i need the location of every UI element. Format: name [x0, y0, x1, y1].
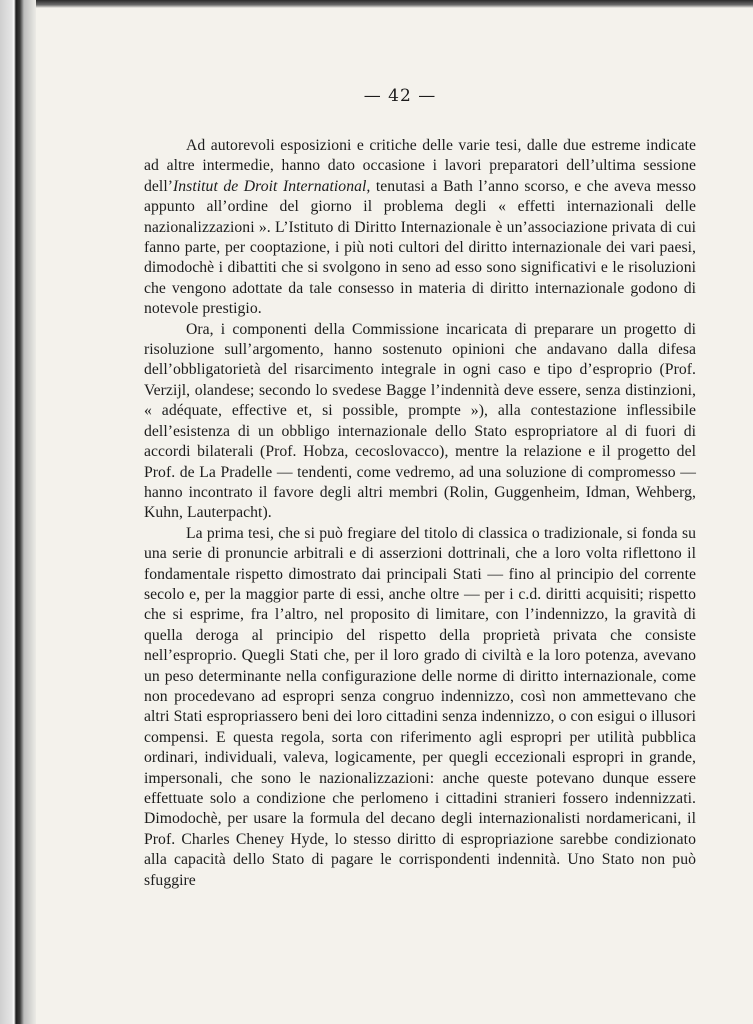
institut-name: Institut de Droit International,	[173, 177, 371, 195]
page-number: — 42 —	[363, 86, 437, 106]
paragraph-1-text-cont: tenutasi a Bath l’anno scorso, e che aveva messo appunto all’ordine del giorno il problema degli « effetti internazionali delle nazionalizzazioni ». L’Istituto di Diritto Internazionale è un’associazione privata di cui fanno parte, per cooptazione, i più noti cultori del diritto internazionale dei vari paesi, dimodochè i dibattiti che si svolgono in seno ad esso sono significativi e le risoluzioni che vengono adottate da tale consesso in materia di diritto internazionale godono di notevole prestigio.	[144, 177, 696, 318]
paragraph-1	[144, 136, 696, 320]
paragraph-3: La prima tesi, che si può fregiare del titolo di classica o tradizionale, si fonda su una serie di pronuncie arbitrali e di asserzioni dottrinali, che a loro volta riflettono il fondamentale rispetto dimostrato dai principali Stati — fino al principio del corrente secolo e, per la maggior parte di essi, anche oltre — per i c.d. diritti acquisiti; rispetto che si esprime, fra l’altro, nel proposito di limitare, con l’indennizzo, la gravità di quella deroga al principio del rispetto della proprietà privata che consiste nell’esproprio. Quegli Stati che, per il loro grado di civiltà e la loro potenza, avevano un peso determinante nella configurazione delle norme di diritto internazionale, come non procedevano ad espropri senza congruo indennizzo, così non ammettevano che altri Stati espropriassero beni dei loro cittadini senza indennizzo, o con esigui o illusori compensi. E questa regola, sorta con riferimento agli espropri per utilità pubblica ordinari, individuali, valeva, logicamente, per quegli eccezionali espropri in grande, impersonali, che sono le nazionalizzazioni: anche queste potevano dunque essere effettuate solo a condizione che perlomeno i cittadini stranieri fossero indennizzati. Dimodochè, per usare la formula del decano degli internazionalisti nordamericani, il Prof. Charles Cheney Hyde, lo stesso diritto di espropriazione sarebbe condizionato alla capacità dello Stato di pagare le corrispondenti indennità. Uno Stato non può sfuggire	[144, 524, 696, 889]
page-top-edge	[0, 0, 753, 8]
body-text	[144, 136, 696, 891]
paragraph-1-text: Ad autorevoli esposizioni e critiche delle varie tesi, dalle due estreme indicate ad altre intermedie, hanno dato occasione i lavori preparatori dell’ultima sessione dell’	[144, 137, 696, 195]
paragraph-2: Ora, i componenti della Commissione incaricata di preparare un progetto di risoluzione sull’argomento, hanno sostenuto opinioni che andavano dalla difesa dell’obbligatorietà del risarcimento integrale in ogni caso e tipo d’esproprio (Prof. Verzijl, olandese; secondo lo svedese Bagge l’indennità deve essere, senza distinzioni, « adéquate, effective et, si possible, prompte »), alla contestazione inflessibile dell’esistenza di un obbligo internazionale dello Stato espropriatore al di fuori di accordi bilaterali (Prof. Hobza, cecoslovacco), mentre la relazione e il progetto del Prof. de La Pradelle — tendenti, come vedremo, ad una soluzione di compromesso — hanno incontrato il favore degli altri membri (Rolin, Guggenheim, Idman, Wehberg, Kuhn, Lauterpacht).	[144, 320, 696, 522]
book-binding	[0, 0, 36, 1024]
